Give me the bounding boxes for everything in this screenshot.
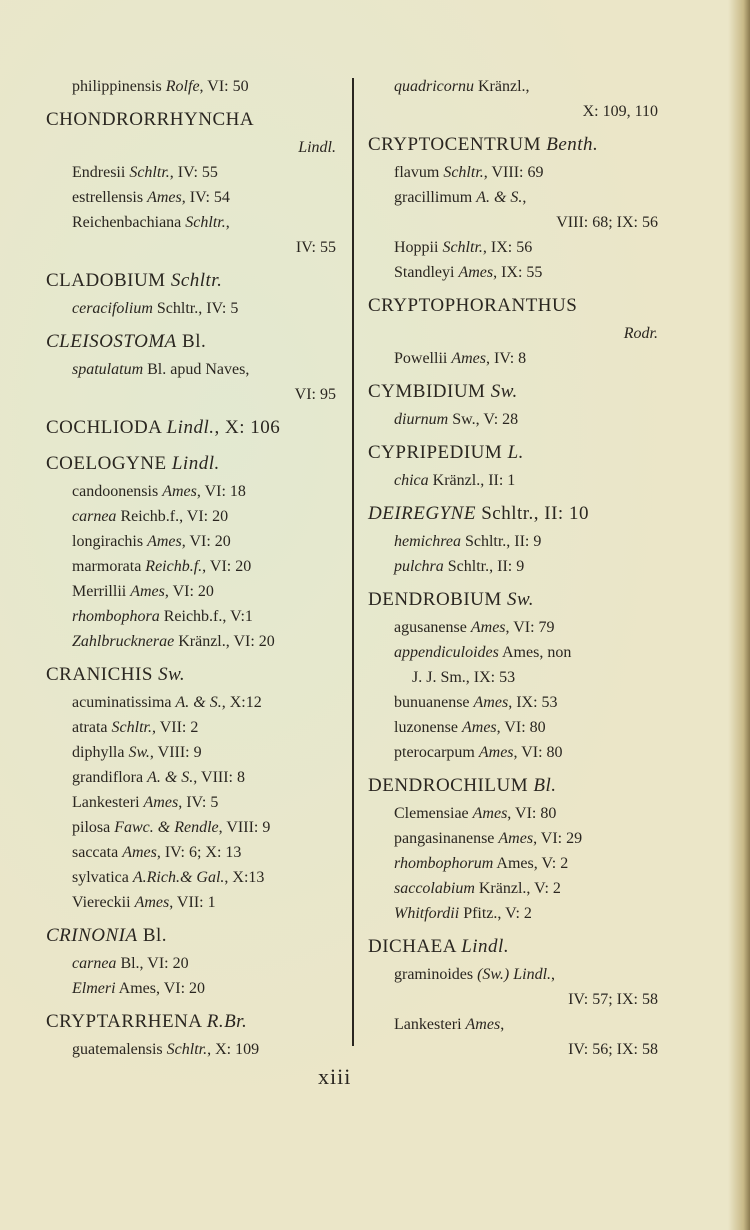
text-segment: DENDROCHILUM bbox=[368, 775, 534, 796]
italic-text: ceracifolium bbox=[72, 300, 153, 317]
italic-text: Ames bbox=[472, 805, 508, 822]
text-segment: Kränzl., VI: 20 bbox=[174, 633, 275, 650]
italic-text: Ames bbox=[451, 350, 486, 367]
text-segment: Ames, non bbox=[498, 644, 572, 661]
species-entry bbox=[46, 604, 336, 629]
text-segment: , VI: 18 bbox=[196, 483, 246, 500]
text-segment: , bbox=[522, 189, 527, 206]
text-segment: Merrillii bbox=[72, 583, 131, 600]
book-spine-shadow bbox=[728, 0, 750, 1230]
text-segment: , VI: 50 bbox=[199, 78, 249, 95]
text-segment: , VI: 79 bbox=[505, 619, 555, 636]
genus-author bbox=[368, 321, 658, 346]
text-segment: acuminatissima bbox=[72, 694, 176, 711]
species-entry bbox=[46, 740, 336, 765]
species-entry bbox=[368, 715, 658, 740]
italic-text: Lindl. bbox=[461, 936, 510, 957]
species-entry bbox=[368, 690, 658, 715]
italic-text: Rolfe bbox=[165, 78, 200, 95]
italic-text: quadricornu bbox=[394, 78, 474, 95]
species-entry bbox=[368, 740, 658, 765]
species-entry bbox=[46, 715, 336, 740]
species-entry bbox=[368, 185, 658, 210]
text-segment: , VI: 20 bbox=[164, 583, 214, 600]
species-entry bbox=[46, 951, 336, 976]
species-entry bbox=[368, 554, 658, 579]
italic-text: Elmeri bbox=[72, 980, 116, 997]
species-entry bbox=[46, 629, 336, 654]
italic-text: Sw. bbox=[490, 381, 518, 402]
italic-text: carnea bbox=[72, 955, 117, 972]
text-segment: graminoides bbox=[394, 966, 478, 983]
species-entry bbox=[46, 865, 336, 890]
italic-text: L. bbox=[507, 442, 524, 463]
text-segment: grandiflora bbox=[72, 769, 148, 786]
text-segment: , VII: 1 bbox=[169, 894, 216, 911]
genus-heading bbox=[368, 499, 658, 529]
text-segment: Ames, V: 2 bbox=[493, 855, 569, 872]
species-entry bbox=[46, 296, 336, 321]
text-segment: longirachis bbox=[72, 533, 148, 550]
species-entry bbox=[368, 851, 658, 876]
italic-text: Ames bbox=[130, 583, 165, 600]
text-segment: Ames, VI: 20 bbox=[115, 980, 206, 997]
text-segment: CHONDRORRHYNCHA bbox=[46, 109, 255, 130]
entry-continuation bbox=[368, 1037, 658, 1062]
text-segment: atrata bbox=[72, 719, 112, 736]
italic-text: appendiculoides bbox=[394, 644, 499, 661]
text-segment: pilosa bbox=[72, 819, 115, 836]
species-entry bbox=[368, 1012, 658, 1037]
italic-text: Ames bbox=[147, 533, 182, 550]
text-segment: Kränzl., bbox=[474, 78, 530, 95]
text-segment: CYMBIDIUM bbox=[368, 381, 491, 402]
text-segment: , bbox=[551, 966, 556, 983]
text-segment: Endresii bbox=[72, 164, 130, 181]
text-segment: Kränzl., V: 2 bbox=[474, 880, 561, 897]
text-segment: , VIII: 9 bbox=[218, 819, 271, 836]
genus-author bbox=[46, 135, 336, 160]
italic-text: CRINONIA bbox=[46, 925, 138, 946]
species-entry bbox=[368, 529, 658, 554]
species-entry bbox=[46, 74, 336, 99]
italic-text: Sw. bbox=[507, 589, 535, 610]
italic-text: diurnum bbox=[394, 411, 449, 428]
text-segment: bunuanense bbox=[394, 694, 474, 711]
text-segment: sylvatica bbox=[72, 869, 133, 886]
text-segment: J. J. Sm., IX: 53 bbox=[412, 669, 516, 686]
species-entry bbox=[368, 407, 658, 432]
text-segment: Lankesteri bbox=[394, 1016, 466, 1033]
entry-continuation bbox=[46, 382, 336, 407]
text-segment: , IX: 55 bbox=[493, 264, 543, 281]
text-segment: marmorata bbox=[72, 558, 146, 575]
text-segment: CYPRIPEDIUM bbox=[368, 442, 508, 463]
genus-heading bbox=[46, 266, 336, 296]
italic-text: A. & S. bbox=[175, 694, 222, 711]
italic-text: hemichrea bbox=[394, 533, 461, 550]
species-entry bbox=[46, 504, 336, 529]
italic-text: Ames bbox=[147, 189, 182, 206]
genus-heading bbox=[368, 291, 658, 321]
text-segment: Viereckii bbox=[72, 894, 135, 911]
text-segment: DENDROBIUM bbox=[368, 589, 508, 610]
text-segment: X: 109, 110 bbox=[582, 103, 658, 120]
species-entry bbox=[368, 160, 658, 185]
species-entry bbox=[46, 479, 336, 504]
text-segment: Schltr., II: 10 bbox=[475, 503, 589, 524]
italic-text: rhombophorum bbox=[394, 855, 494, 872]
italic-text: Zahlbrucknerae bbox=[72, 633, 175, 650]
italic-text: Sw. bbox=[158, 664, 186, 685]
italic-text: Schltr. bbox=[170, 270, 223, 291]
text-segment: Pfitz., V: 2 bbox=[459, 905, 532, 922]
index-column-left bbox=[46, 74, 336, 1062]
italic-text: (Sw.) Lindl. bbox=[477, 966, 552, 983]
text-segment: Schltr., II: 9 bbox=[460, 533, 542, 550]
italic-text: Sw. bbox=[128, 744, 150, 761]
text-segment: CRANICHIS bbox=[46, 664, 159, 685]
text-segment: , IV: 8 bbox=[486, 350, 527, 367]
genus-heading bbox=[368, 585, 658, 615]
text-segment: , VII: 2 bbox=[151, 719, 199, 736]
text-segment: , IX: 56 bbox=[482, 239, 533, 256]
genus-heading bbox=[46, 449, 336, 479]
entry-continuation bbox=[368, 987, 658, 1012]
text-segment: DICHAEA bbox=[368, 936, 462, 957]
italic-text: A. & S. bbox=[147, 769, 194, 786]
italic-text: Schltr. bbox=[111, 719, 152, 736]
text-segment: agusanense bbox=[394, 619, 471, 636]
italic-text: Ames bbox=[478, 744, 514, 761]
text-segment: Bl. apud Naves, bbox=[143, 361, 250, 378]
text-segment: , bbox=[225, 214, 230, 231]
italic-text: Ames bbox=[162, 483, 197, 500]
text-segment: gracillimum bbox=[394, 189, 477, 206]
italic-text: R.Br. bbox=[206, 1011, 248, 1032]
text-segment: , X: 109 bbox=[207, 1041, 260, 1058]
species-entry bbox=[46, 185, 336, 210]
text-segment: candoonensis bbox=[72, 483, 163, 500]
species-entry bbox=[46, 529, 336, 554]
text-segment: CLADOBIUM bbox=[46, 270, 171, 291]
column-divider bbox=[352, 78, 354, 1046]
text-segment: COCHLIODA bbox=[46, 417, 167, 438]
text-segment: , VIII: 9 bbox=[149, 744, 202, 761]
text-segment: philippinensis bbox=[72, 78, 166, 95]
italic-text: Reichb.f. bbox=[145, 558, 203, 575]
genus-heading bbox=[46, 413, 336, 443]
text-segment: , IV: 55 bbox=[169, 164, 218, 181]
italic-text: Fawc. & Rendle bbox=[114, 819, 219, 836]
text-segment: VIII: 68; IX: 56 bbox=[556, 214, 658, 231]
italic-text: Ames bbox=[134, 894, 170, 911]
italic-text: Rodr. bbox=[623, 325, 658, 342]
species-entry bbox=[46, 1037, 336, 1062]
text-segment: , X:12 bbox=[221, 694, 262, 711]
text-segment: Reichb.f., VI: 20 bbox=[116, 508, 229, 525]
species-entry bbox=[368, 235, 658, 260]
species-entry bbox=[368, 901, 658, 926]
text-segment: IV: 55 bbox=[295, 239, 336, 256]
species-entry bbox=[368, 260, 658, 285]
text-segment: CRYPTOPHORANTHUS bbox=[368, 295, 578, 316]
species-entry bbox=[46, 890, 336, 915]
italic-text: saccolabium bbox=[394, 880, 475, 897]
species-entry bbox=[368, 74, 658, 99]
italic-text: Schltr. bbox=[129, 164, 170, 181]
italic-text: A. & S. bbox=[476, 189, 523, 206]
italic-text: Whitfordii bbox=[394, 905, 460, 922]
genus-heading bbox=[46, 660, 336, 690]
text-segment: , IV: 5 bbox=[178, 794, 219, 811]
entry-continuation bbox=[368, 665, 658, 690]
species-entry bbox=[46, 815, 336, 840]
italic-text: carnea bbox=[72, 508, 117, 525]
text-segment: estrellensis bbox=[72, 189, 148, 206]
text-segment: Hoppii bbox=[394, 239, 443, 256]
species-entry bbox=[46, 690, 336, 715]
italic-text: Schltr. bbox=[443, 164, 484, 181]
species-entry bbox=[368, 876, 658, 901]
italic-text: Ames bbox=[470, 619, 506, 636]
italic-text: Lindl. bbox=[166, 417, 215, 438]
text-segment: luzonense bbox=[394, 719, 462, 736]
italic-text: Ames bbox=[465, 1016, 501, 1033]
italic-text: A.Rich.& Gal. bbox=[132, 869, 225, 886]
species-entry bbox=[46, 357, 336, 382]
species-entry bbox=[368, 962, 658, 987]
species-entry bbox=[46, 554, 336, 579]
italic-text: Schltr. bbox=[185, 214, 226, 231]
text-segment: flavum bbox=[394, 164, 444, 181]
text-segment: diphylla bbox=[72, 744, 129, 761]
text-segment: Standleyi bbox=[394, 264, 459, 281]
text-segment: saccata bbox=[72, 844, 123, 861]
text-segment: , VI: 80 bbox=[496, 719, 546, 736]
text-segment: Schltr., IV: 5 bbox=[152, 300, 239, 317]
italic-text: Ames bbox=[458, 264, 494, 281]
text-segment: , VIII: 69 bbox=[483, 164, 544, 181]
entry-continuation bbox=[368, 99, 658, 124]
entry-continuation bbox=[46, 235, 336, 260]
species-entry bbox=[46, 579, 336, 604]
text-segment: , X:13 bbox=[224, 869, 265, 886]
text-segment: VI: 95 bbox=[294, 386, 336, 403]
text-segment: CRYPTARRHENA bbox=[46, 1011, 207, 1032]
text-segment: , VI: 29 bbox=[533, 830, 583, 847]
italic-text: spatulatum bbox=[72, 361, 144, 378]
text-segment: Reichb.f., V:1 bbox=[159, 608, 253, 625]
text-segment: , X: 106 bbox=[214, 417, 281, 438]
italic-text: Schltr. bbox=[442, 239, 483, 256]
species-entry bbox=[368, 615, 658, 640]
italic-text: Lindl. bbox=[171, 453, 220, 474]
text-segment: Bl. bbox=[137, 925, 168, 946]
species-entry bbox=[46, 160, 336, 185]
text-segment: Reichenbachiana bbox=[72, 214, 186, 231]
species-entry bbox=[46, 840, 336, 865]
italic-text: pulchra bbox=[394, 558, 444, 575]
text-segment: Powellii bbox=[394, 350, 452, 367]
text-segment: IV: 56; IX: 58 bbox=[568, 1041, 658, 1058]
genus-heading bbox=[46, 1007, 336, 1037]
genus-heading bbox=[368, 932, 658, 962]
text-segment: Kränzl., II: 1 bbox=[428, 472, 516, 489]
text-segment: , IV: 54 bbox=[181, 189, 230, 206]
species-entry bbox=[46, 765, 336, 790]
italic-text: Schltr. bbox=[166, 1041, 208, 1058]
text-segment: , VIII: 8 bbox=[193, 769, 245, 786]
text-segment: guatemalensis bbox=[72, 1041, 167, 1058]
italic-text: CLEISOSTOMA bbox=[46, 331, 177, 352]
italic-text: Lindl. bbox=[298, 139, 336, 156]
italic-text: Ames bbox=[122, 844, 157, 861]
entry-continuation bbox=[368, 210, 658, 235]
italic-text: Ames bbox=[461, 719, 497, 736]
genus-heading bbox=[368, 771, 658, 801]
text-segment: Bl. bbox=[176, 331, 207, 352]
page-number: xiii bbox=[318, 1064, 352, 1089]
text-segment: , VI: 80 bbox=[507, 805, 557, 822]
species-entry bbox=[368, 801, 658, 826]
genus-heading bbox=[46, 105, 336, 135]
text-segment: , IX: 53 bbox=[508, 694, 558, 711]
text-segment: pterocarpum bbox=[394, 744, 479, 761]
italic-text: chica bbox=[394, 472, 429, 489]
text-segment: , IV: 6; X: 13 bbox=[156, 844, 242, 861]
genus-heading bbox=[368, 377, 658, 407]
text-segment: , VI: 20 bbox=[181, 533, 231, 550]
species-entry bbox=[368, 346, 658, 371]
text-segment: pangasinanense bbox=[394, 830, 499, 847]
species-entry bbox=[46, 790, 336, 815]
text-segment: CRYPTOCENTRUM bbox=[368, 134, 547, 155]
species-entry bbox=[368, 640, 658, 665]
species-entry bbox=[368, 826, 658, 851]
genus-heading bbox=[46, 327, 336, 357]
text-segment: COELOGYNE bbox=[46, 453, 172, 474]
italic-text: DEIREGYNE bbox=[368, 503, 476, 524]
species-entry bbox=[368, 468, 658, 493]
genus-heading bbox=[368, 130, 658, 160]
genus-heading bbox=[368, 438, 658, 468]
italic-text: Bl. bbox=[533, 775, 557, 796]
text-segment: IV: 57; IX: 58 bbox=[568, 991, 658, 1008]
species-entry bbox=[46, 210, 336, 235]
text-segment: Sw., V: 28 bbox=[448, 411, 519, 428]
text-segment: Bl., VI: 20 bbox=[116, 955, 189, 972]
text-segment: Clemensiae bbox=[394, 805, 473, 822]
text-segment: , VI: 20 bbox=[202, 558, 252, 575]
italic-text: Ames bbox=[143, 794, 179, 811]
text-segment: , bbox=[500, 1016, 505, 1033]
italic-text: rhombophora bbox=[72, 608, 160, 625]
text-segment: Schltr., II: 9 bbox=[443, 558, 525, 575]
genus-heading bbox=[46, 921, 336, 951]
text-segment: , VI: 80 bbox=[513, 744, 563, 761]
index-column-right bbox=[368, 74, 658, 1062]
italic-text: Ames bbox=[473, 694, 509, 711]
italic-text: Benth. bbox=[546, 134, 599, 155]
species-entry bbox=[46, 976, 336, 1001]
text-segment: Lankesteri bbox=[72, 794, 144, 811]
italic-text: Ames bbox=[498, 830, 534, 847]
